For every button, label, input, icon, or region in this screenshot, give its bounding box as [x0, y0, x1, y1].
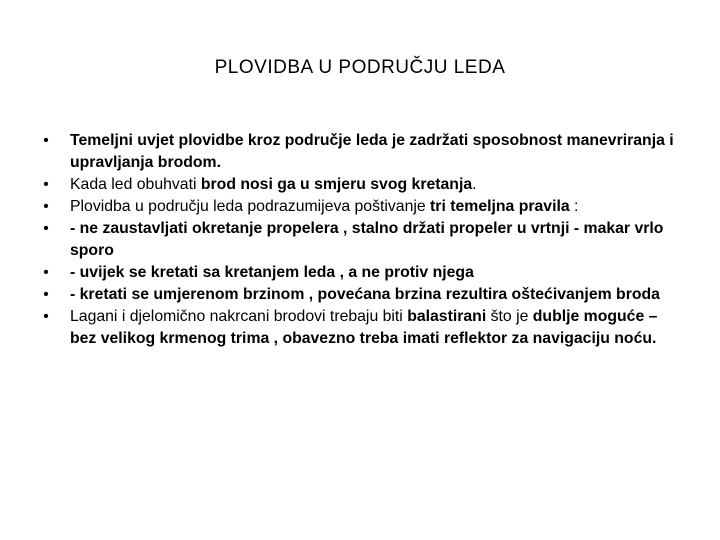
text-segment: Kada led obuhvati [70, 176, 201, 193]
list-item [40, 306, 680, 350]
text-segment: : [569, 198, 579, 215]
text-segment: balastirani [407, 308, 487, 325]
text-segment: Plovidba u području leda podrazumijeva poštivanje [70, 198, 431, 215]
list-item [40, 130, 680, 174]
list-item [40, 262, 680, 284]
bullet-icon: • [43, 264, 49, 281]
bullet-icon: • [43, 176, 49, 193]
list-item [40, 218, 680, 262]
bullet-icon: • [43, 132, 49, 149]
text-segment: Lagani i djelomično nakrcani brodovi trebaju biti [70, 308, 408, 325]
bullet-icon: • [43, 220, 49, 237]
text-segment: tri temeljna pravila [430, 198, 570, 215]
text-segment: dublje moguće – bez velikog krmenog trima , obavezno treba imati reflektor za navigaciju noću. [70, 308, 658, 347]
text-segment: što je [486, 308, 533, 325]
bullet-icon: • [43, 308, 49, 325]
bullet-list [40, 130, 680, 350]
list-item [40, 196, 680, 218]
page-title: PLOVIDBA U PODRUČJU LEDA [214, 57, 506, 78]
bullet-icon: • [43, 198, 49, 215]
bullet-icon: • [43, 286, 49, 303]
list-item [40, 284, 680, 306]
text-segment: - uvijek se kretati sa kretanjem leda , a ne protiv njega [70, 264, 474, 281]
text-segment: - ne zaustavljati okretanje propelera , stalno držati propeler u vrtnji - makar vrlo sporo [70, 220, 664, 259]
text-segment: - kretati se umjerenom brzinom , povećana brzina rezultira oštećivanjem broda [70, 286, 660, 303]
text-segment: brod nosi ga u smjeru svog kretanja [200, 176, 473, 193]
list-item [40, 174, 680, 196]
text-segment: Temeljni uvjet plovidbe kroz područje leda je zadržati sposobnost manevriranja i upravljanja brodom. [70, 132, 674, 171]
text-segment: . [472, 176, 477, 193]
